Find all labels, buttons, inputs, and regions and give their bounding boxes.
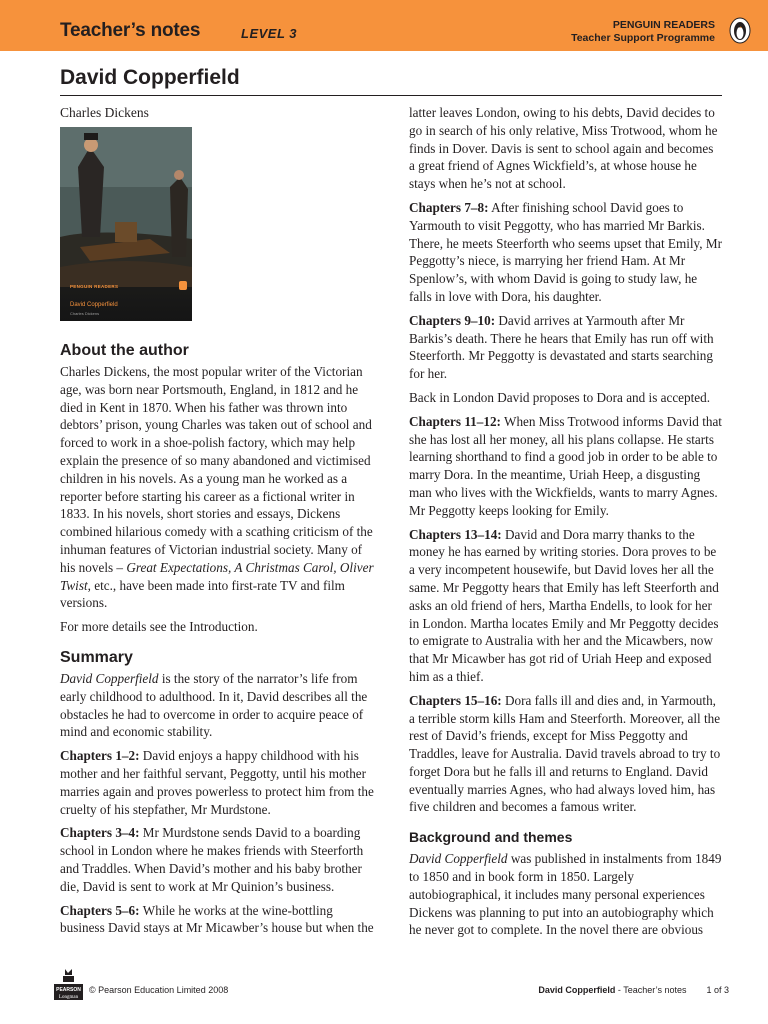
cover-penguin-badge-icon xyxy=(179,281,187,290)
chapter-text: David arrives at Yarmouth after Mr Barkis’s death. There he hears that Emily has run off with Steerforth. Mr Peggotty is devastated and starts searching for her. xyxy=(409,312,714,382)
chapter-entry xyxy=(409,312,722,383)
cover-title: David Copperfield xyxy=(70,302,118,308)
penguin-readers-brand xyxy=(571,19,715,45)
chapter-label: Chapters 13–14: xyxy=(409,526,502,542)
header-bar xyxy=(0,0,768,51)
chapter-text: When Miss Trotwood informs David that she has lost all her money, all his plans collapse. He starts learning shorthand to find a good job in order to be able to marry Dora. In the meantime, Uriah Heep, a disgusting man who lives with the Wickfields, wants to marry Agnes. Mr Peggotty keeps looking for Emily. xyxy=(409,413,722,518)
chapter-entry xyxy=(409,199,722,306)
chapter-entry xyxy=(60,902,376,938)
footer-suffix: - Teacher’s notes xyxy=(615,985,687,995)
chapter-label: Chapters 15–16: xyxy=(409,692,502,708)
book-cover-image xyxy=(60,127,192,321)
penguin-logo-icon xyxy=(729,17,751,44)
right-column xyxy=(409,104,722,945)
about-text-2: , etc., have been made into first-rate TV and film versions. xyxy=(60,577,345,611)
footer-book-title: David Copperfield xyxy=(538,985,616,995)
chapter-entry xyxy=(60,747,376,818)
summary-heading: Summary xyxy=(60,648,133,666)
chapter-label: Chapters 3–4: xyxy=(60,825,140,841)
background-paragraph xyxy=(409,850,722,939)
cover-author: Charles Dickens xyxy=(70,311,100,316)
author-name: Charles Dickens xyxy=(60,105,149,120)
cover-illustration xyxy=(60,127,192,287)
chapter-text: David enjoys a happy childhood with his mother and her faithful servant, Peggotty, until his mother marries again and proves powerless to protect him from the cruelty of his stepfather, Mr Murdstone. xyxy=(60,748,374,817)
chapter-continuation: latter leaves London, owing to his debts, David decides to go in search of his only relative, Miss Trotwood, whom he finds in Dover. Davis is sent to school again and becomes a great friend of Agnes Wickfield’s, at whose house he stays when he’s not at school. xyxy=(409,105,718,192)
chapter-text: After finishing school David goes to Yarmouth to visit Peggotty, who has married Mr Barkis. There, he meets Steerforth who seems upset that Emily, Mr Peggotty’s niece, is marrying her friend Ham. At Mr Spenlow’s, with whom David is going to study law, he falls in love with Dora, his daughter. xyxy=(409,199,722,304)
background-text: was published in instalments from 1849 to 1850 and in book form in 1850. Largely autobiographical, it includes many personal experiences Dickens was planning to put into an autobiography which he never got to complete. In the novel there are obvious xyxy=(409,851,722,938)
logo-text-pearson: PEARSON xyxy=(56,987,81,993)
summary-intro-title: David Copperfield xyxy=(60,670,159,686)
logo-text-longman: Longman xyxy=(58,995,79,1000)
back-in-london: Back in London David proposes to Dora and is accepted. xyxy=(409,389,711,405)
cover-series-label: PENGUIN READERS xyxy=(70,284,119,289)
chapter-label: Chapters 11–12: xyxy=(409,413,501,429)
about-paragraph xyxy=(60,363,376,612)
chapter-label: Chapters 7–8: xyxy=(409,199,489,215)
chapter-entry xyxy=(409,526,722,686)
about-more-details: For more details see the Introduction. xyxy=(60,619,258,635)
chapter-text: Mr Murdstone sends David to a boarding school in London where he makes friends with Steerforth and Traddles. When David’s mother and his baby brother die, David is sent to work at Mr Quinion’s business. xyxy=(60,825,364,894)
page-number: 1 of 3 xyxy=(706,985,729,995)
about-heading: About the author xyxy=(60,342,189,359)
chapter-label: Chapters 1–2: xyxy=(60,748,140,764)
chapter-label: Chapters 5–6: xyxy=(60,902,140,918)
brand-line-2: Teacher Support Programme xyxy=(571,32,715,44)
page-title: David Copperfield xyxy=(60,66,240,89)
footer-page-info xyxy=(538,985,729,995)
chapter-entry xyxy=(60,824,376,895)
copyright-notice: © Pearson Education Limited 2008 xyxy=(89,985,229,995)
summary-intro xyxy=(60,670,376,741)
left-column xyxy=(60,341,376,937)
chapter-text: Dora falls ill and dies and, in Yarmouth, a terrible storm kills Ham and Steerforth. Moreover, all the rest of David’s friends, except for Miss Peggotty and Traddles, leave for Australia. David travels abroad to try to forget Dora but he falls ill and returns to England. David eventually marries Agnes, who had always loved him, has five children and becomes a famous writer. xyxy=(409,692,721,815)
title-divider xyxy=(60,95,722,96)
about-text-1: Charles Dickens, the most popular writer of the Victorian age, was born near Portsmouth, England, in 1812 and he died in Kent in 1870. When his father was thrown into debtors’ prison, young Charles was taken out of school and forced to work in a shoe-polish factory, which may help explain the presence of so many abandoned and victimised children in his novels. As a young man he worked as a reporter before starting his career as a fictional writer in 1833. In his novels, short stories and essays, Dickens combined hilarious comedy with a scathing criticism of the inhuman features of Victorian industrial society. Many of his novels – xyxy=(60,364,373,575)
about-novels-list: Great Expectations, A Christmas Carol, Oliver Twist xyxy=(60,559,374,593)
pearson-longman-logo-icon xyxy=(53,967,84,1001)
teachers-notes-label: Teacher’s notes xyxy=(60,20,201,41)
chapter-text: David and Dora marry thanks to the money he has earned by writing stories. Dora proves to be a very incompetent housewife, but David loves her all the same. Mr Peggotty hears that Emily has left Steerforth and asks an old friend of hers, Martha Endells, to look for her in London. Martha locates Emily and Mr Peggotty decides to emigrate to Australia with her and the Micawbers, now that Mr Micawber has got rid of Uriah Heep and exposed him as a thief. xyxy=(409,526,719,684)
background-title: David Copperfield xyxy=(409,851,508,867)
chapter-entry xyxy=(409,413,722,520)
chapter-label: Chapters 9–10: xyxy=(409,312,496,328)
summary-intro-text: is the story of the narrator’s life from early childhood to adulthood. In it, David describes all the obstacles he had to overcome in order to acquire peace of mind and economic stability. xyxy=(60,670,368,740)
level-label: LEVEL 3 xyxy=(241,26,298,41)
background-heading: Background and themes xyxy=(409,829,573,846)
brand-line-1: PENGUIN READERS xyxy=(612,19,715,31)
chapter-entry xyxy=(409,692,722,817)
chapter-text: While he works at the wine-bottling business David stays at Mr Micawber’s house but when the xyxy=(60,902,374,936)
